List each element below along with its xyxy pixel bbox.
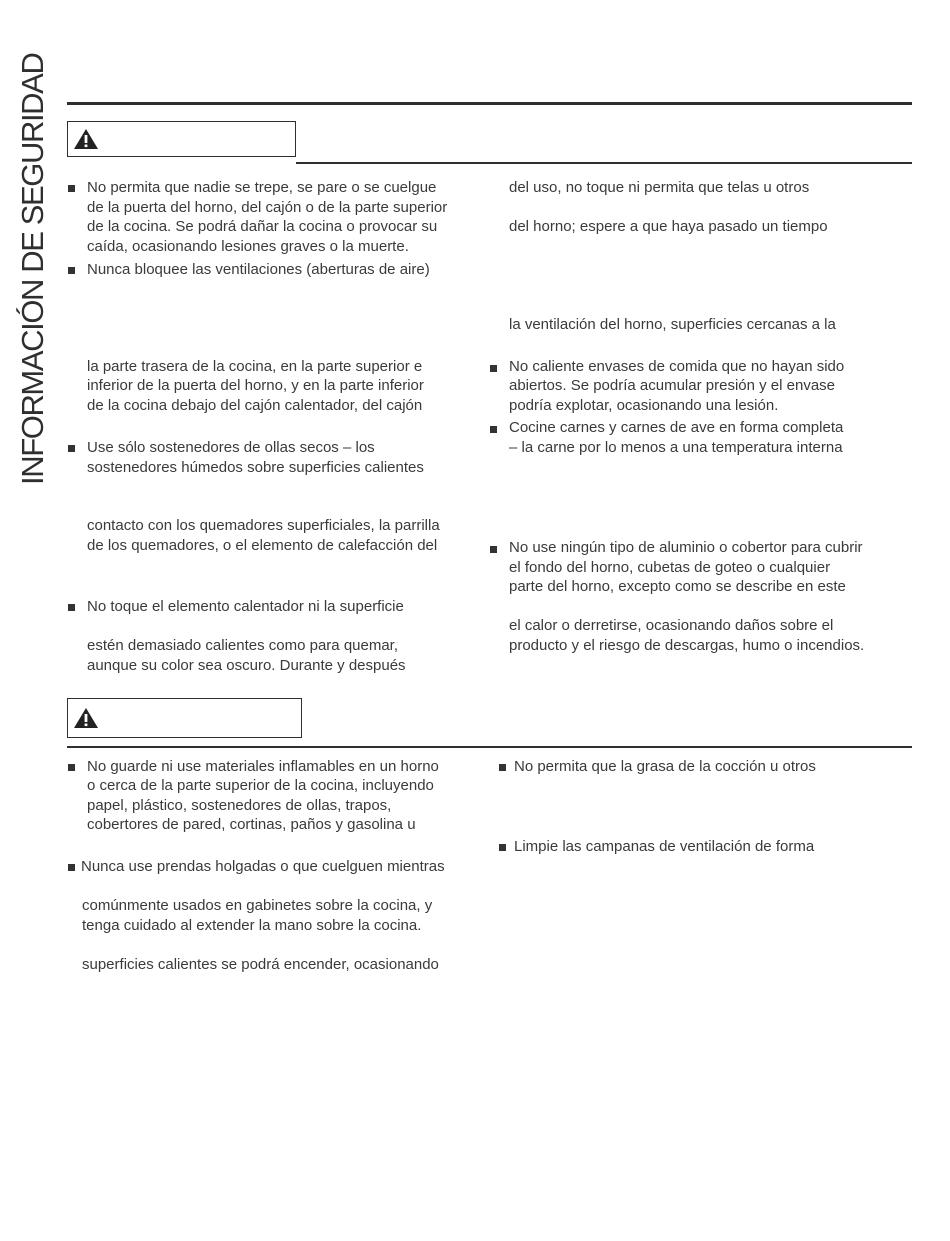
text-line: comúnmente usados en gabinetes sobre la cocina, y [82,897,433,914]
text-line: cobertores de pared, cortinas, paños y gasolina u [87,816,416,833]
bullet-marker [490,426,497,433]
text-line: producto y el riesgo de descargas, humo o incendios. [509,637,865,654]
text-line: No toque el elemento calentador ni la superficie [87,598,404,615]
text-line: del horno; espere a que haya pasado un tiempo [509,218,828,235]
text-line: No permita que nadie se trepe, se pare o se cuelgue [87,179,437,196]
section1-rule [296,162,912,164]
text-line: No use ningún tipo de aluminio o cobertor para cubrir [509,539,863,556]
text-line: el fondo del horno, cubetas de goteo o cualquier [509,559,831,576]
text-line: – la carne por lo menos a una temperatura interna [509,439,843,456]
text-line: Limpie las campanas de ventilación de forma [514,838,815,855]
text-line: inferior de la puerta del horno, y en la parte inferior [87,377,424,394]
section2-rule [67,746,912,748]
text-line: superficies calientes se podrá encender, ocasionando [82,956,439,973]
text-line: contacto con los quemadores superficiales, la parrilla [87,517,440,534]
warning-box-1 [67,121,296,157]
text-line: Nunca use prendas holgadas o que cuelguen mientras [81,858,445,875]
warning-box-2 [67,698,302,738]
warning-triangle-icon [73,707,99,729]
text-line: de la cocina. Se podrá dañar la cocina o provocar su [87,218,438,235]
bullet-marker [490,365,497,372]
section-title: INFORMACIÓN DE SEGURIDAD [15,53,50,485]
bullet-marker [68,445,75,452]
text-line: abiertos. Se podría acumular presión y el envase [509,377,836,394]
text-line: aunque su color sea oscuro. Durante y después [87,657,406,674]
text-line: o cerca de la parte superior de la cocina, incluyendo [87,777,434,794]
bullet-marker [68,864,75,871]
bullet-marker [68,267,75,274]
bullet-marker [490,546,497,553]
text-line: parte del horno, excepto como se describe en este [509,578,846,595]
text-line: papel, plástico, sostenedores de ollas, trapos, [87,797,392,814]
text-line: la parte trasera de la cocina, en la parte superior e [87,358,423,375]
text-line: No permita que la grasa de la cocción u otros [514,758,816,775]
bullet-marker [68,764,75,771]
text-line: de la puerta del horno, del cajón o de la parte superior [87,199,448,216]
text-line: del uso, no toque ni permita que telas u otros [509,179,810,196]
text-line: estén demasiado calientes como para quemar, [87,637,399,654]
text-line: podría explotar, ocasionando una lesión. [509,397,779,414]
bullet-marker [68,185,75,192]
warning-triangle-icon [73,128,99,150]
text-line: tenga cuidado al extender la mano sobre la cocina. [82,917,422,934]
text-line: de los quemadores, o el elemento de calefacción del [87,537,438,554]
bullet-marker [499,844,506,851]
text-line: de la cocina debajo del cajón calentador, del cajón [87,397,423,414]
text-line: No guarde ni use materiales inflamables en un horno [87,758,439,775]
text-line: Use sólo sostenedores de ollas secos – los [87,439,375,456]
text-line: sostenedores húmedos sobre superficies calientes [87,459,424,476]
bullet-marker [499,764,506,771]
top-rule [67,102,912,105]
bullet-marker [68,604,75,611]
text-line: caída, ocasionando lesiones graves o la muerte. [87,238,409,255]
text-line: la ventilación del horno, superficies cercanas a la [509,316,836,333]
text-line: Nunca bloquee las ventilaciones (aberturas de aire) [87,261,430,278]
text-line: No caliente envases de comida que no hayan sido [509,358,845,375]
text-line: Cocine carnes y carnes de ave en forma completa [509,419,844,436]
text-line: el calor o derretirse, ocasionando daños sobre el [509,617,834,634]
